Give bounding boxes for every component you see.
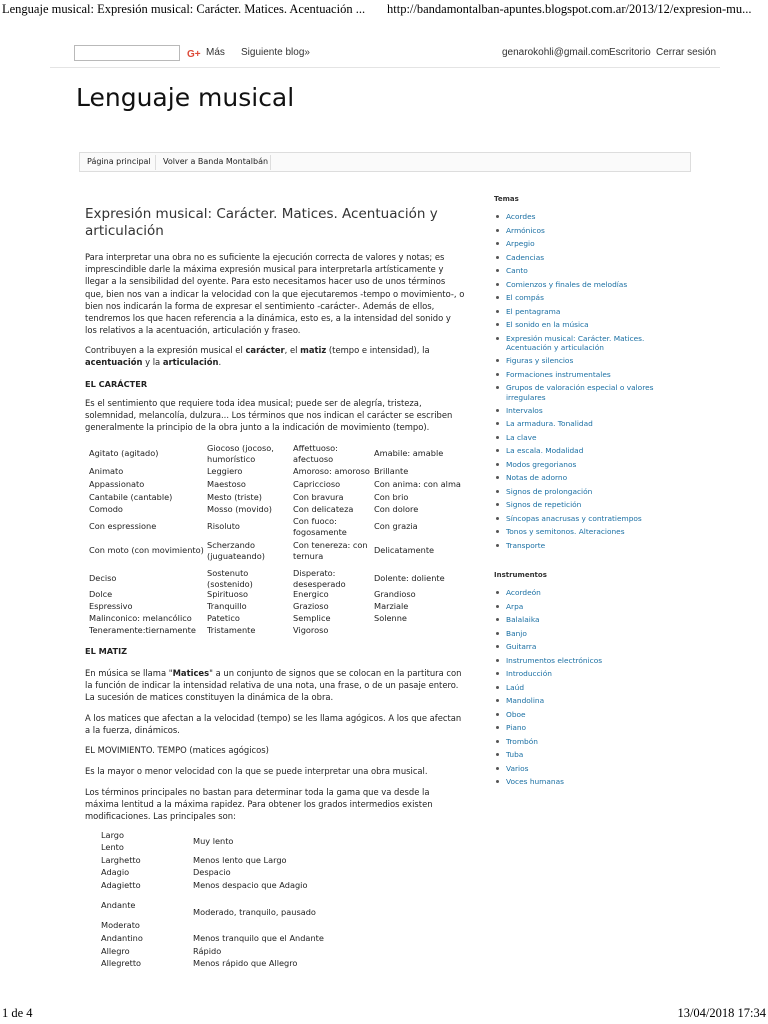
section-heading-caracter: EL CARÁCTER <box>85 379 148 389</box>
sidebar-link[interactable] <box>496 683 676 693</box>
sidebar-link-label: La clave <box>506 432 537 442</box>
sidebar-link-label: Laúd <box>506 682 525 692</box>
sidebar-link[interactable] <box>496 723 676 733</box>
sidebar-link-label: Cadencias <box>506 252 545 262</box>
bullet-icon <box>496 422 499 425</box>
post-paragraph: Para interpretar una obra no es suficiente la ejecución correcta de valores y notas; es imprescindible darle la máxima expresión musical para interpretarla artísticamente y llegar a la sensibilidad del oyente. Para esto necesitamos hacer uso de unos términos que, bien nos van a indicar la velocidad con la que ejecutaremos -tempo o movimiento-, o bien nos indicarán la forma de expresar el sentimiento -carácter-. Además de ellos, tendremos los que hacen referencia a la dinámica, esto es, a la intensidad del sonido y los relativos a la acentuación, articulación y fraseo. <box>85 252 465 336</box>
bullet-icon <box>496 517 499 520</box>
section-heading-movimiento: EL MOVIMIENTO. TEMPO (matices agógicos) <box>85 745 269 755</box>
character-term-cell: Affettuoso: afectuoso <box>293 443 338 464</box>
post-paragraph: Contribuyen a la expresión musical el carácter, el matiz (tempo e intensidad), la acentuación y la articulación. <box>85 345 430 368</box>
tempo-meaning: Moderado, tranquilo, pausado <box>193 907 316 917</box>
sidebar-link-label: Grupos de valoración especial o valores irregulares <box>506 383 654 402</box>
tempo-term: Largo <box>101 830 125 840</box>
bullet-icon <box>496 310 499 313</box>
post-paragraph: En música se llama "Matices" a un conjunto de signos que se colocan en la partitura con la función de indicar la intensidad relativa de una nota, una frase, o de un pasaje entero. La sucesión de matices constituyen la dinámica de la obra. <box>85 668 462 703</box>
bullet-icon <box>496 726 499 729</box>
sidebar-link-label: El compás <box>506 293 544 302</box>
tempo-meaning: Despacio <box>193 867 231 877</box>
character-term-cell: Teneramente:tiernamente <box>89 625 196 635</box>
sidebar-link[interactable] <box>496 642 676 652</box>
bullet-icon <box>496 753 499 756</box>
sidebar-link[interactable] <box>496 588 676 598</box>
character-term-cell: Agitato (agitado) <box>89 448 159 458</box>
print-page-title: Lenguaje musical: Expresión musical: Carácter. Matices. Acentuación ... <box>2 2 366 16</box>
sidebar-link-label: Guitarra <box>506 642 537 651</box>
sidebar-title-instrumentos: Instrumentos <box>494 571 547 579</box>
bullet-icon <box>496 296 499 299</box>
tempo-meaning: Muy lento <box>193 836 234 846</box>
sidebar-link[interactable] <box>496 669 676 679</box>
character-term-cell: Appassionato <box>89 479 145 489</box>
character-term-cell: Malinconico: melancólico <box>89 613 192 623</box>
sidebar-link-label: Armónicos <box>506 225 545 235</box>
more-link[interactable]: Más <box>206 47 225 58</box>
tab-home[interactable]: Página principal <box>87 157 151 166</box>
sidebar-link[interactable] <box>496 383 676 402</box>
character-term-cell: Grandioso <box>374 589 416 599</box>
bullet-icon <box>496 713 499 716</box>
bullet-icon <box>496 323 499 326</box>
print-page-url: http://bandamontalban-apuntes.blogspot.com.ar/2013/12/expresion-mu... <box>387 2 752 16</box>
sidebar-link[interactable] <box>496 527 676 537</box>
sidebar-link-label: Introducción <box>506 669 552 678</box>
character-term-cell: Disperato: desesperado <box>293 568 346 589</box>
sidebar-link[interactable] <box>496 541 676 551</box>
sidebar-link-label: El sonido en la música <box>506 320 589 329</box>
sidebar-link-label: Signos de prolongación <box>506 486 593 496</box>
character-term-cell: Vigoroso <box>293 625 329 635</box>
sidebar-link-label: Canto <box>506 266 528 275</box>
tab-divider <box>270 155 271 170</box>
sidebar-link[interactable] <box>496 280 676 290</box>
tempo-term: Andante <box>101 900 136 910</box>
sidebar-link[interactable] <box>496 710 676 720</box>
bullet-icon <box>496 780 499 783</box>
character-term-cell: Animato <box>89 466 124 476</box>
sidebar-link[interactable] <box>496 356 676 366</box>
character-term-cell: Con anima: con alma <box>374 479 461 489</box>
sidebar-link-label: Varios <box>506 763 529 773</box>
character-term-cell: Risoluto <box>207 521 240 531</box>
sidebar-link-label: La armadura. Tonalidad <box>506 419 593 428</box>
sidebar-link[interactable] <box>496 226 676 236</box>
tempo-term: Allegretto <box>101 958 142 968</box>
character-term-cell: Scherzando (juguateando) <box>207 540 265 561</box>
character-term-cell: Delicatamente <box>374 545 435 555</box>
tab-divider <box>155 155 156 170</box>
tempo-term: Moderato <box>101 920 140 930</box>
bullet-icon <box>496 767 499 770</box>
bullet-icon <box>496 229 499 232</box>
sidebar-link[interactable] <box>496 602 676 612</box>
tempo-term: Andantino <box>101 933 143 943</box>
sidebar-link-label: Notas de adorno <box>506 473 568 482</box>
bullet-icon <box>496 386 499 389</box>
sidebar-link[interactable] <box>496 212 676 222</box>
character-term-cell: Con delicateza <box>293 504 354 514</box>
character-term-cell: Maestoso <box>207 479 246 489</box>
search-input[interactable] <box>74 45 180 61</box>
print-header <box>0 0 768 20</box>
sidebar-link-label: Síncopas anacrusas y contratiempos <box>506 513 642 523</box>
character-term-cell: Tranquillo <box>207 601 247 611</box>
character-term-cell: Dolente: doliente <box>374 573 445 583</box>
tempo-term: Lento <box>101 842 124 852</box>
bullet-icon <box>496 605 499 608</box>
post-title[interactable]: Expresión musical: Carácter. Matices. Acentuación y articulación <box>85 206 438 239</box>
character-term-cell: Solenne <box>374 613 407 623</box>
sidebar-link[interactable] <box>496 487 676 497</box>
bullet-icon <box>496 740 499 743</box>
sidebar-link[interactable] <box>496 406 676 416</box>
character-term-cell: Semplice <box>293 613 331 623</box>
sidebar-link[interactable] <box>496 473 676 483</box>
character-term-cell: Con grazia <box>374 521 418 531</box>
sidebar-link-label: Mandolina <box>506 696 545 705</box>
sidebar-link[interactable] <box>496 615 676 625</box>
sidebar-link-label: Banjo <box>506 628 527 638</box>
character-term-cell: Con dolore <box>374 504 419 514</box>
sidebar-link-label: Figuras y silencios <box>506 356 574 365</box>
character-term-cell: Tristamente <box>207 625 256 635</box>
sidebar-link-label: Piano <box>506 723 527 732</box>
sidebar-link-label: Intervalos <box>506 405 543 415</box>
bullet-icon <box>496 645 499 648</box>
character-term-cell: Con tenereza: con ternura <box>293 540 368 561</box>
character-term-cell: Con moto (con movimiento) <box>89 545 204 555</box>
bullet-icon <box>496 591 499 594</box>
character-term-cell: Giocoso (jocoso, humorístico <box>207 443 274 464</box>
character-term-cell: Con fuoco: fogosamente <box>293 516 347 537</box>
character-term-cell: Patetico <box>207 613 240 623</box>
tempo-meaning: Rápido <box>193 946 222 956</box>
bullet-icon <box>496 476 499 479</box>
google-plus-icon[interactable]: G+ <box>187 49 201 60</box>
bullet-icon <box>496 686 499 689</box>
character-term-cell: Marziale <box>374 601 409 611</box>
sidebar-link[interactable] <box>496 446 676 456</box>
tempo-meaning: Menos lento que Largo <box>193 855 287 865</box>
character-term-cell: Leggiero <box>207 466 243 476</box>
page-tabs <box>79 152 691 172</box>
bullet-icon <box>496 632 499 635</box>
character-term-cell: Sostenuto (sostenido) <box>207 568 253 589</box>
character-term-cell: Deciso <box>89 573 117 583</box>
character-term-cell: Grazioso <box>293 601 329 611</box>
bullet-icon <box>496 283 499 286</box>
bullet-icon <box>496 269 499 272</box>
print-page-number: 1 de 4 <box>2 1006 33 1020</box>
post-paragraph: Es el sentimiento que requiere toda idea musical; puede ser de alegría, tristeza, solemnidad, melancolía, dulzura... Los términos que nos indican el carácter se escriben generalmente la principio de la obra junto a la indicación de movimiento (tempo). <box>85 398 453 433</box>
print-footer <box>0 1006 768 1024</box>
character-term-cell: Brillante <box>374 466 409 476</box>
bullet-icon <box>496 359 499 362</box>
tempo-meaning: Menos rápido que Allegro <box>193 958 298 968</box>
bullet-icon <box>496 659 499 662</box>
sidebar-link[interactable] <box>496 629 676 639</box>
sidebar-link[interactable] <box>496 253 676 263</box>
tempo-meaning: Menos despacio que Adagio <box>193 880 308 890</box>
character-term-cell: Comodo <box>89 504 123 514</box>
sidebar-link[interactable] <box>496 750 676 760</box>
sidebar-link[interactable] <box>496 239 676 249</box>
character-term-cell: Con brio <box>374 492 409 502</box>
tempo-meaning: Menos tranquilo que el Andante <box>193 933 324 943</box>
bullet-icon <box>496 449 499 452</box>
bullet-icon <box>496 242 499 245</box>
bullet-icon <box>496 373 499 376</box>
tab-back-to-banda[interactable]: Volver a Banda Montalbán <box>163 157 269 166</box>
sidebar-link[interactable] <box>496 334 676 353</box>
bullet-icon <box>496 215 499 218</box>
character-term-cell: Con espressione <box>89 521 157 531</box>
sidebar-link-label: Arpa <box>506 601 524 611</box>
sidebar-link[interactable] <box>496 433 676 443</box>
sidebar-link-label: Trombón <box>506 736 538 746</box>
user-email[interactable]: genarokohli@gmail.com <box>502 47 610 58</box>
sidebar-link[interactable] <box>496 419 676 429</box>
character-term-cell: Espressivo <box>89 601 133 611</box>
bullet-icon <box>496 503 499 506</box>
bullet-icon <box>496 436 499 439</box>
sidebar-link-label: La escala. Modalidad <box>506 446 584 455</box>
sidebar-link[interactable] <box>496 737 676 747</box>
blog-title[interactable]: Lenguaje musical <box>76 83 295 112</box>
tempo-term: Adagio <box>101 867 130 877</box>
sidebar-link[interactable] <box>496 656 676 666</box>
sidebar-link[interactable] <box>496 293 676 303</box>
character-term-cell: Spirituoso <box>207 589 248 599</box>
post-paragraph: Es la mayor o menor velocidad con la que se puede interpretar una obra musical. <box>85 766 428 776</box>
sidebar-link[interactable] <box>496 500 676 510</box>
character-term-cell: Capriccioso <box>293 479 341 489</box>
character-term-cell: Energico <box>293 589 329 599</box>
bullet-icon <box>496 618 499 621</box>
character-term-cell: Con bravura <box>293 492 344 502</box>
post-paragraph: Los términos principales no bastan para determinar toda la gama que va desde la máxima lentitud a la máxima rapidez. Para obtener los grados intermedios existen modificaciones. Las principales son: <box>85 787 433 822</box>
sidebar-link-label: Expresión musical: Carácter. Matices. Acentuación y articulación <box>506 333 645 352</box>
sidebar-link-label: Tonos y semitonos. Alteraciones <box>506 527 625 536</box>
sidebar-link-label: Oboe <box>506 709 526 719</box>
next-blog-link[interactable]: Siguiente blog» <box>241 47 310 58</box>
sidebar-link[interactable] <box>496 320 676 330</box>
sidebar-link-label: Balalaika <box>506 615 540 624</box>
sidebar-link-label: Arpegio <box>506 239 535 248</box>
sidebar-link[interactable] <box>496 514 676 524</box>
bullet-icon <box>496 530 499 533</box>
bullet-icon <box>496 463 499 466</box>
post-paragraph: A los matices que afectan a la velocidad (tempo) se les llama agógicos. A los que afectan a la fuerza, dinámicos. <box>85 713 462 736</box>
character-term-cell: Amabile: amable <box>374 448 444 458</box>
sidebar-link-label: Tuba <box>506 750 524 759</box>
blogger-navbar <box>50 38 720 68</box>
character-term-cell: Amoroso: amoroso <box>293 466 370 476</box>
character-term-cell: Dolce <box>89 589 113 599</box>
sidebar-link[interactable] <box>496 266 676 276</box>
sidebar-title-temas: Temas <box>494 195 519 203</box>
sidebar-link[interactable] <box>496 307 676 317</box>
character-term-cell: Mosso (movido) <box>207 504 272 514</box>
print-timestamp: 13/04/2018 17:34 <box>677 1006 766 1020</box>
tempo-term: Allegro <box>101 946 130 956</box>
sidebar-link-label: Transporte <box>506 540 546 550</box>
bullet-icon <box>496 672 499 675</box>
sidebar-link[interactable] <box>496 764 676 774</box>
bullet-icon <box>496 699 499 702</box>
bullet-icon <box>496 337 499 340</box>
tempo-term: Larghetto <box>101 855 141 865</box>
sidebar-link-label: Comienzos y finales de melodías <box>506 279 628 289</box>
sidebar-link-label: Signos de repetición <box>506 500 582 509</box>
bullet-icon <box>496 256 499 259</box>
sidebar-link-label: Acordeón <box>506 588 541 597</box>
sidebar-link-label: Modos gregorianos <box>506 459 577 469</box>
tempo-term: Adagietto <box>101 880 141 890</box>
character-term-cell: Cantabile (cantable) <box>89 492 173 502</box>
bullet-icon <box>496 409 499 412</box>
section-heading-matiz: EL MATIZ <box>85 646 128 656</box>
sidebar-link-label: Voces humanas <box>506 777 564 786</box>
desk-link[interactable]: Escritorio <box>609 47 651 58</box>
logout-link[interactable]: Cerrar sesión <box>656 47 717 58</box>
sidebar-link[interactable] <box>496 696 676 706</box>
sidebar-link-label: Formaciones instrumentales <box>506 369 611 379</box>
sidebar-link[interactable] <box>496 460 676 470</box>
sidebar-link-label: El pentagrama <box>506 306 561 316</box>
sidebar-link[interactable] <box>496 777 676 787</box>
sidebar-link[interactable] <box>496 370 676 380</box>
character-term-cell: Mesto (triste) <box>207 492 262 502</box>
bullet-icon <box>496 490 499 493</box>
bullet-icon <box>496 544 499 547</box>
sidebar-link-label: Acordes <box>506 212 536 221</box>
sidebar-link-label: Instrumentos electrónicos <box>506 655 603 665</box>
